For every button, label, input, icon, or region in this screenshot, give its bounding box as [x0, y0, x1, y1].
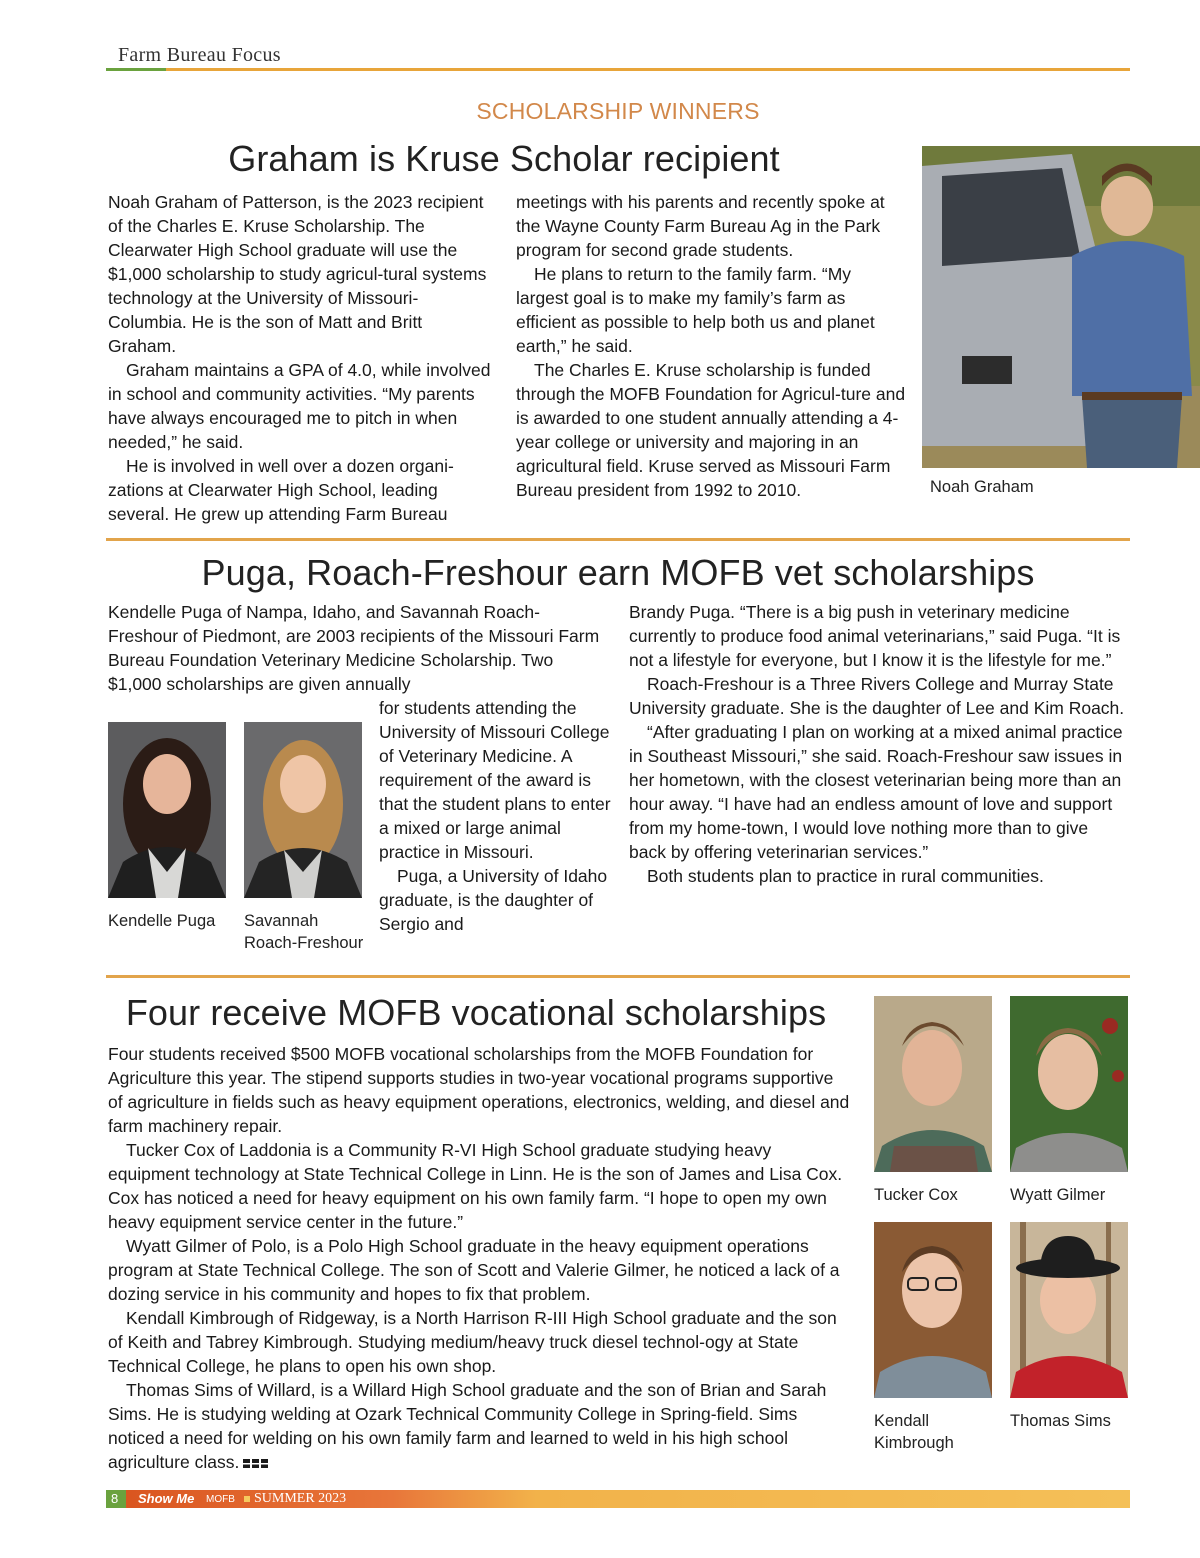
article1-col2-para: He plans to return to the family farm. “My largest goal is to make my family’s farm as efficient as possible to help both us and planet earth,” he said.: [516, 264, 875, 356]
article2-col1-side-para: for students attending the University of Missouri College of Veterinary Medicine. A requirement of the award is that the student plans to enter a mixed or large animal practice in Missouri.: [379, 698, 611, 862]
footer-separator: [244, 1496, 250, 1502]
article2-column-2: [629, 600, 1129, 888]
article2-col1-para: Kendelle Puga of Nampa, Idaho, and Savannah Roach-Freshour of Piedmont, are 2003 recipients of the Missouri Farm Bureau Foundation Veterinary Medicine Scholarship. Two $1,000 scholarships are given annually: [108, 602, 600, 694]
article2-column-1-top: [108, 600, 608, 696]
article2-column-1-side: [379, 696, 611, 936]
article3-para: Tucker Cox of Laddonia is a Community R-VI High School graduate studying heavy equipment technology at State Technical College in Linn. He is the son of James and Lisa Cox. Cox has noticed a need for heavy equipment on his own family farm. “I hope to open my own heavy equipment service center in the future.”: [108, 1140, 843, 1232]
magazine-brand: Show Me: [138, 1491, 195, 1506]
thomas-sims-caption: Thomas Sims: [1010, 1412, 1111, 1430]
article1-headline: Graham is Kruse Scholar recipient: [228, 138, 780, 179]
article3-para: Wyatt Gilmer of Polo, is a Polo High School graduate in the heavy equipment operations program at State Technical College. The son of Scott and Valerie Gilmer, he noticed a lack of a dozing service in his community and hopes to fix that problem.: [108, 1236, 840, 1304]
article2-col2-para: Brandy Puga. “There is a big push in veterinary medicine currently to produce food animal veterinarians,” said Puga. “It is not a lifestyle for everyone, but I know it is the lifestyle for me.”: [629, 602, 1121, 670]
thomas-sims-photo: [1010, 1222, 1128, 1398]
kendall-kimbrough-caption: Kendall Kimbrough: [874, 1412, 954, 1452]
issue-label: SUMMER 2023: [254, 1491, 347, 1506]
header-rule: [106, 68, 1130, 71]
article3-para-last: [108, 1378, 852, 1474]
article1-col2-para: meetings with his parents and recently spoke at the Wayne County Farm Bureau Ag in the Park program for second grade students.: [516, 192, 885, 260]
article3-headline: Four receive MOFB vocational scholarships: [125, 992, 827, 1033]
section-divider: [106, 538, 1130, 541]
article3-para: Kendall Kimbrough of Ridgeway, is a North Harrison R-III High School graduate and the son of Keith and Tabrey Kimbrough. Studying medium/heavy truck diesel technol-ogy at State Technical College, he plans to open his own shop.: [108, 1308, 837, 1376]
tucker-cox-photo: [874, 996, 992, 1172]
section-divider: [106, 975, 1130, 978]
footer-bar: [106, 1490, 1130, 1508]
article2-col1-side-para: Puga, a University of Idaho graduate, is the daughter of Sergio and: [379, 866, 608, 934]
wyatt-gilmer-photo: [1010, 996, 1128, 1172]
farm-bureau-logo-icon: [243, 1457, 269, 1469]
kendelle-puga-photo: [108, 722, 226, 898]
article1-col1-para: Noah Graham of Patterson, is the 2023 recipient of the Charles E. Kruse Scholarship. The Clearwater High School graduate will use the $1,000 scholarship to study agricul-tural systems technology at the University of Missouri-Columbia. He is the son of Matt and Britt Graham.: [108, 192, 487, 356]
savannah-roach-freshour-caption: Savannah Roach-Freshour: [244, 912, 364, 952]
kendelle-puga-caption: Kendelle Puga: [108, 912, 216, 930]
article2-col2-para: “After graduating I plan on working at a mixed animal practice in Southeast Missouri,” she said. Roach-Freshour saw issues in her hometown, with the closest veterinarian being more than an hour away. “I have had an endless amount of love and support from my home-town, I would love nothing more than to give back by offering veterinarian services.”: [629, 722, 1123, 862]
kendall-kimbrough-photo: [874, 1222, 992, 1398]
article3-para-text: Thomas Sims of Willard, is a Willard High School graduate and the son of Brian and Sarah Sims. He is studying welding at Ozark Technical Community College in Spring-field. Sims noticed a need for welding on his own family farm and learned to weld in his high school agriculture class.: [108, 1380, 827, 1472]
article3-para: Four students received $500 MOFB vocational scholarships from the MOFB Foundation for Agriculture this year. The stipend supports studies in two-year vocational programs supportive of agriculture in fields such as heavy equipment operations, electronics, welding, and diesel and farm machinery repair.: [108, 1044, 850, 1136]
running-head: Farm Bureau Focus: [118, 44, 281, 66]
noah-graham-caption: Noah Graham: [930, 478, 1034, 496]
article1-col2-para: The Charles E. Kruse scholarship is funded through the MOFB Foundation for Agricul-ture and is awarded to one student annually attending a 4-year college or university and majoring in an agricultural field. Kruse served as Missouri Farm Bureau president from 1992 to 2010.: [516, 360, 906, 500]
page-number: 8: [111, 1491, 119, 1506]
noah-graham-photo: [922, 146, 1200, 468]
article2-col2-para: Roach-Freshour is a Three Rivers College and Murray State University graduate. She is the daughter of Lee and Kim Roach.: [629, 674, 1125, 718]
section-kicker: SCHOLARSHIP WINNERS: [476, 98, 760, 124]
magazine-brand-sub: MOFB: [206, 1494, 235, 1505]
article2-col2-para: Both students plan to practice in rural communities.: [647, 866, 1044, 886]
savannah-roach-freshour-photo: [244, 722, 362, 898]
article2-headline: Puga, Roach-Freshour earn MOFB vet scholarships: [201, 552, 1035, 593]
wyatt-gilmer-caption: Wyatt Gilmer: [1010, 1186, 1106, 1204]
article1-column-1: [108, 190, 494, 526]
article1-col1-para: He is involved in well over a dozen organi-zations at Clearwater High School, leading several. He grew up attending Farm Bureau: [108, 456, 454, 524]
article3-body: [108, 1042, 852, 1474]
tucker-cox-caption: Tucker Cox: [874, 1186, 958, 1204]
article1-col1-para: Graham maintains a GPA of 4.0, while involved in school and community activities. “My parents have always encouraged me to pitch in when needed,” he said.: [108, 360, 491, 452]
article1-column-2: [516, 190, 908, 502]
